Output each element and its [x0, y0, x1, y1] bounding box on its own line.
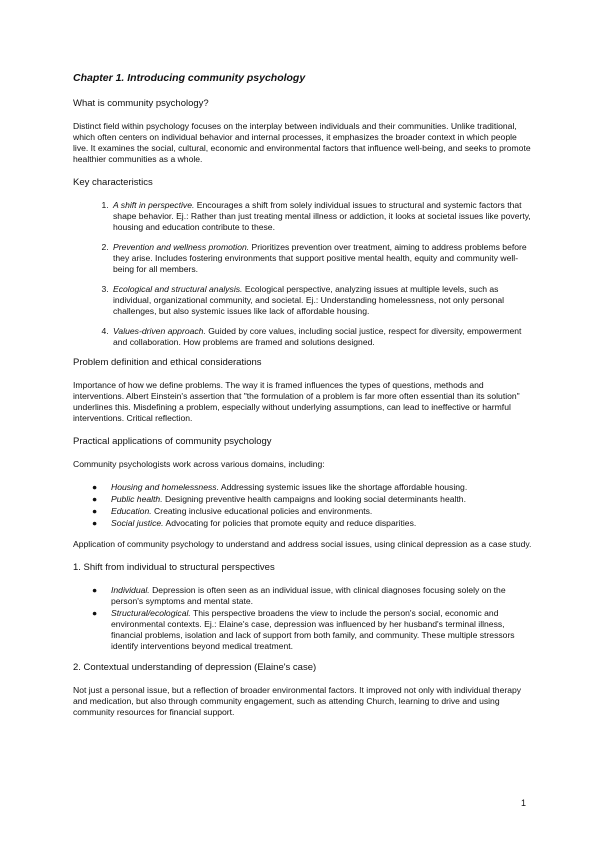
- list-item: [111, 326, 533, 348]
- bullet-icon: ●: [92, 518, 98, 528]
- list-item: [92, 494, 533, 505]
- list-item-text: Prioritizes prevention over treatment, aiming to address problems before they arise. Includes fostering environments that support positive mental health, equity and community well-being for all members.: [113, 242, 527, 274]
- heading-problem-definition: Problem definition and ethical considerations: [73, 357, 262, 368]
- list-item-text: This perspective broadens the view to include the person's social, economic and environmental contexts. Ej.: Elaine's case, depression was influenced by her husband's terminal illness, financial problems, isolation and lack of support from both family, and community. These multiple stressors identify interventions beyond medical treatment.: [111, 608, 515, 651]
- page-content: [73, 72, 533, 730]
- list-item-term: Structural/ecological.: [111, 608, 191, 618]
- list-item-term: Social justice.: [111, 518, 164, 528]
- bullet-icon: ●: [92, 608, 98, 618]
- list-item: [111, 200, 533, 233]
- list-item-text: Advocating for policies that promote equity and reduce disparities.: [163, 518, 417, 528]
- heading-contextual-understanding: 2. Contextual understanding of depression (Elaine's case): [73, 662, 317, 673]
- paragraph-practical-closing: Application of community psychology to understand and address social issues, using clinical depression as a case study.: [73, 539, 532, 549]
- list-item: [92, 608, 533, 652]
- list-item-term: Ecological and structural analysis.: [113, 284, 243, 294]
- list-item: [111, 284, 533, 317]
- heading-key-characteristics: Key characteristics: [73, 177, 153, 188]
- list-item: [92, 482, 533, 493]
- list-item-text: Encourages a shift from solely individual issues to structural and systemic factors that shape behavior. Ej.: Rather than just treating mental illness or addiction, it looks at societal issues like poverty, housing and education contribute to these.: [113, 200, 531, 232]
- chapter-title: Chapter 1. Introducing community psychology: [73, 72, 306, 84]
- list-item-term: Education.: [111, 506, 152, 516]
- list-item-text: Ecological perspective, analyzing issues at multiple levels, such as individual, organizational community, and societal. Ej.: Understanding homelessness, not only personal challenges, but also systemic issues like lack of affordable housing.: [113, 284, 505, 316]
- heading-shift-perspectives: 1. Shift from individual to structural perspectives: [73, 562, 275, 573]
- practical-applications-list: [73, 482, 533, 529]
- page-number: 1: [520, 798, 526, 808]
- list-item-term: Public health.: [111, 494, 163, 504]
- list-item-term: Individual.: [111, 585, 150, 595]
- list-item-term: Housing and homelessness.: [111, 482, 219, 492]
- paragraph-practical-intro: Community psychologists work across various domains, including:: [73, 459, 325, 469]
- list-item-text: Addressing systemic issues like the shortage affordable housing.: [218, 482, 468, 492]
- bullet-icon: ●: [92, 585, 98, 595]
- paragraph-what-is: Distinct field within psychology focuses on the interplay between individuals and their communities. Unlike traditional, which often centers on individual behavior and internal processes, it emphasizes the broader context in which people live. It examines the social, cultural, economic and environmental factors that influence well-being, and seeks to promote healthier communities as a whole.: [73, 121, 531, 164]
- heading-practical-applications: Practical applications of community psychology: [73, 436, 272, 447]
- paragraph-contextual-understanding: Not just a personal issue, but a reflection of broader environmental factors. It improved not only with individual therapy and medication, but also through community engagement, such as attending Church, learning to drive and using community resources for financial support.: [73, 685, 522, 717]
- list-item-text: Depression is often seen as an individual issue, with clinical diagnoses focusing solely on the person's symptoms and mental state.: [111, 585, 506, 606]
- bullet-icon: ●: [92, 482, 98, 492]
- list-item: [111, 242, 533, 275]
- list-item: [92, 585, 533, 607]
- bullet-icon: ●: [92, 506, 98, 516]
- list-item-text: Creating inclusive educational policies and environments.: [151, 506, 373, 516]
- list-item-text: Designing preventive health campaigns and looking social determinants health.: [162, 494, 466, 504]
- list-item-term: Prevention and wellness promotion.: [113, 242, 250, 252]
- list-item-term: A shift in perspective.: [113, 200, 195, 210]
- bullet-icon: ●: [92, 494, 98, 504]
- list-item: [92, 506, 533, 517]
- paragraph-problem-definition: Importance of how we define problems. The way it is framed influences the types of questions, methods and interventions. Albert Einstein's assertion that "the formulation of a problem is far more often essential than its solution" underlines this. Misdefining a problem, especially without underlying assumptions, can lead to ineffective or harmful interventions. Critical reflection.: [73, 380, 520, 423]
- list-item: [92, 518, 533, 529]
- shift-perspectives-list: [73, 585, 533, 652]
- key-characteristics-list: [73, 200, 533, 348]
- heading-what-is: What is community psychology?: [73, 98, 209, 109]
- list-item-term: Values-driven approach.: [113, 326, 206, 336]
- list-item-text: Guided by core values, including social justice, respect for diversity, empowerment and collaboration. How problems are framed and solutions designed.: [113, 326, 522, 347]
